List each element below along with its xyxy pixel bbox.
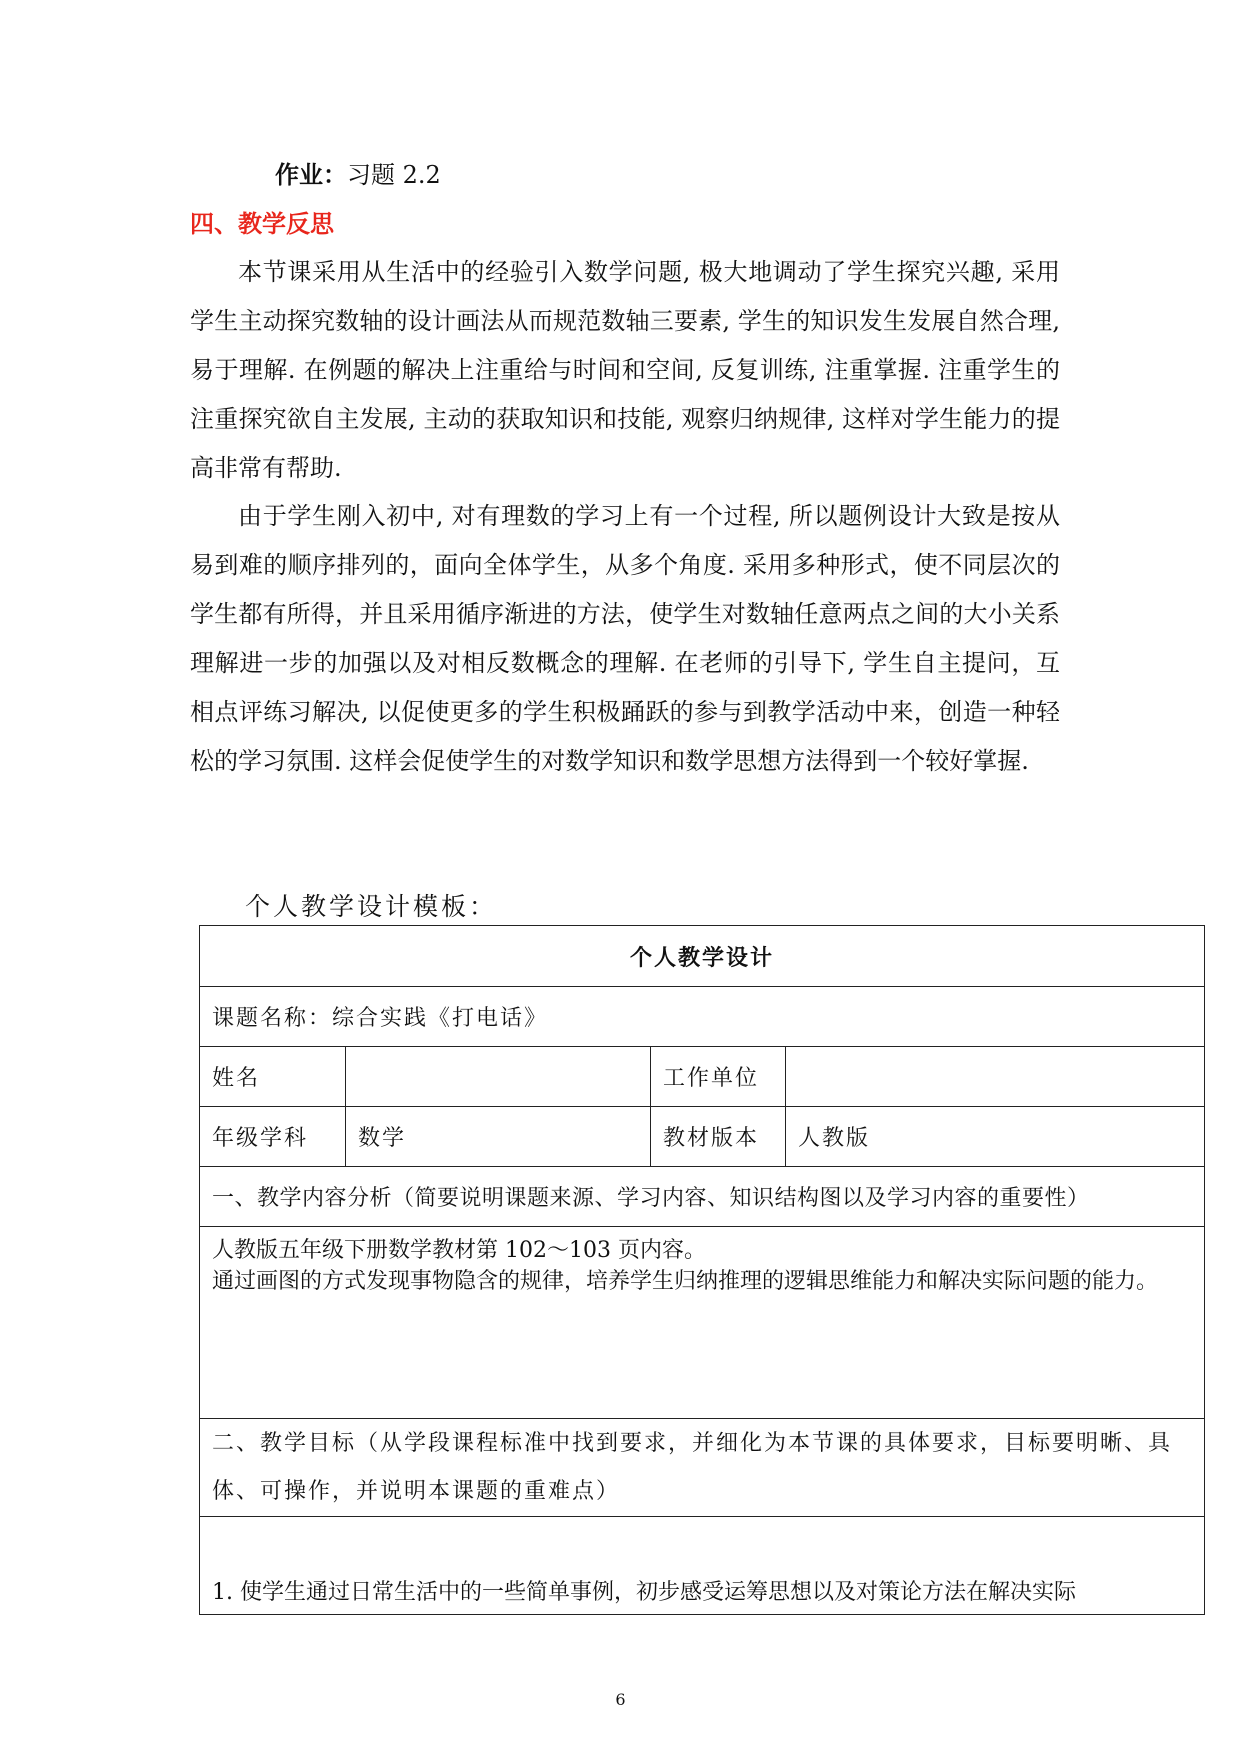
goal-1: 1. 使学生通过日常生活中的一些简单事例，初步感受运筹思想以及对策论方法在解决实际: [200, 1517, 1205, 1615]
topic-cell: 课题名称：综合实践《打电话》: [200, 987, 1205, 1047]
edition-label: 教材版本: [651, 1107, 786, 1167]
unit-value: [786, 1047, 1205, 1107]
edition-value: 人教版: [786, 1107, 1205, 1167]
unit-label: 工作单位: [651, 1047, 786, 1107]
homework-line: [275, 158, 441, 192]
name-label: 姓名: [200, 1047, 346, 1107]
template-label: 个人教学设计模板：: [245, 892, 498, 921]
reflection-paragraph-2: 由于学生刚入初中, 对有理数的学习上有一个过程, 所以题例设计大致是按从易到难的顺序排列的，面向全体学生，从多个角度. 采用多种形式，使不同层次的学生都有所得，并且采用循序渐进的方法，使学生对数轴任意两点之间的大小关系理解进一步的加强以及对相反数概念的理解. 在老师的引导下, 学生自主提问，互相点评练习解决, 以促使更多的学生积极踊跃的参与到教学活动中来，创造一种轻松的学习氛围. 这样会促使学生的对数学知识和数学思想方法得到一个较好掌握.: [190, 502, 1060, 775]
content-analysis-header: 一、教学内容分析（简要说明课题来源、学习内容、知识结构图以及学习内容的重要性）: [200, 1167, 1205, 1227]
content-analysis-line-1: 人教版五年级下册数学教材第 102～103 页内容。: [212, 1238, 706, 1263]
goals-header: 二、教学目标（从学段课程标准中找到要求，并细化为本节课的具体要求，目标要明晰、具体、可操作，并说明本课题的重难点）: [200, 1419, 1205, 1517]
reflection-paragraph-1: 本节课采用从生活中的经验引入数学问题, 极大地调动了学生探究兴趣, 采用学生主动探究数轴的设计画法从而规范数轴三要素, 学生的知识发生发展自然合理, 易于理解. 在例题的解决上注重给与时间和空间, 反复训练, 注重掌握. 注重学生的注重探究欲自主发展, 主动的获取知识和技能, 观察归纳规律, 这样对学生能力的提高非常有帮助.: [190, 258, 1060, 482]
homework-text: 习题 2.2: [347, 161, 441, 189]
grade-value: 数学: [346, 1107, 651, 1167]
design-table: [199, 925, 1205, 1615]
reflection-heading: 四、教学反思: [190, 210, 334, 238]
content-analysis-line-2: 通过画图的方式发现事物隐含的规律，培养学生归纳推理的逻辑思维能力和解决实际问题的能力。: [212, 1269, 1159, 1294]
content-analysis-body: [200, 1227, 1205, 1419]
grade-label: 年级学科: [200, 1107, 346, 1167]
page-number: 6: [615, 1690, 626, 1709]
name-value: [346, 1047, 651, 1107]
homework-label: 作业：: [275, 161, 347, 189]
table-title: 个人教学设计: [200, 926, 1205, 987]
